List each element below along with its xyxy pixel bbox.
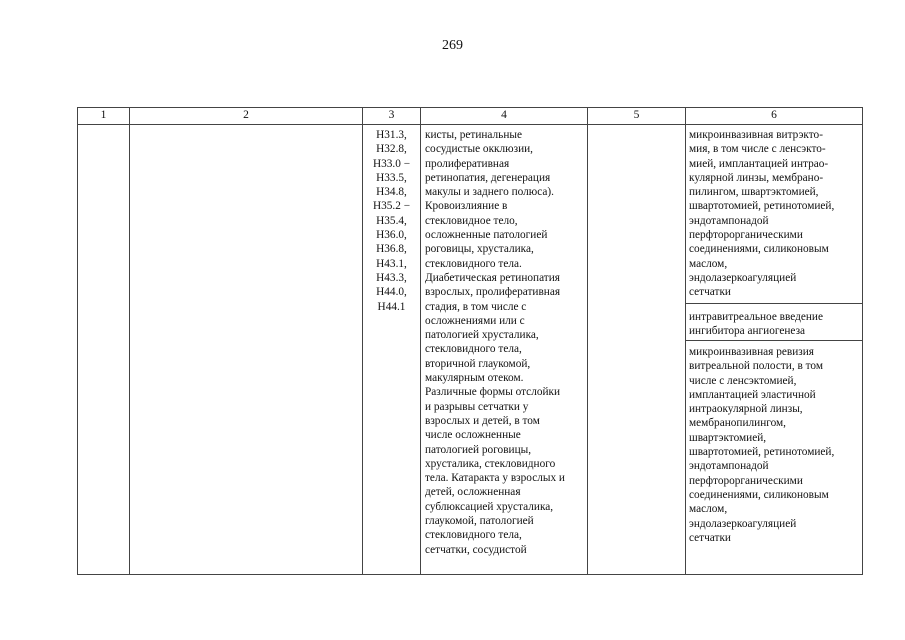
header-col-5: 5 (633, 109, 640, 121)
treatment-revision-cell: микроинвазивная ревизия витреальной полости, в том числе с ленсэктомией, имплантацией эластичной интраокулярной линзы, мембранопилингом, швартэктомией, швартотомией, ретинотомией, эндотампонадой перфторорганическими соединениями, силиконовым маслом, эндолазеркоагуляцией сетчатки (689, 346, 835, 544)
medical-procedures-table (77, 107, 863, 575)
header-col-2: 2 (243, 109, 249, 121)
header-col-6: 6 (771, 109, 777, 121)
diagnosis-codes-cell: H31.3, H32.8, H33.0 − H33.5, H34.8, H35.2 − H35.4, H36.0, H36.8, H43.1, H43.3, H44.0, H44.1 (372, 129, 411, 313)
cell-col-2 (130, 127, 362, 567)
header-col-4: 4 (501, 109, 507, 121)
treatment-vitrectomy-cell: микроинвазивная витрэкто- мия, в том числе с ленсэкто- мией, имплантацией интрао- кулярной линзы, мембрано- пилингом, швартэктомией, швартотомией, ретинотомией, эндотампонадой перфторорганическими соединениями, силиконовым маслом, эндолазеркоагуляцией сетчатки (689, 129, 835, 299)
page-number: 269 (442, 38, 463, 53)
header-col-1: 1 (100, 109, 107, 121)
cell-col-5 (588, 127, 685, 567)
cell-col-1 (78, 127, 129, 567)
diagnosis-description-cell: кисты, ретинальные сосудистые окклюзии, пролиферативная ретинопатия, дегенерация макулы и заднего полюса). Кровоизлияние в стекловидное тело, осложненные патологией роговицы, хрусталика, стекловидного тела. Диабетическая ретинопатия взрослых, пролиферативная стадия, в том числе с осложнениями или с патологией хрусталика, стекловидного тела, вторичной глаукомой, макулярным отеком. Различные формы отслойки и разрывы сетчатки у взрослых и детей, в том числе осложненные патологией роговицы, хрусталика, стекловидного тела. Катаракта у взрослых и детей, осложненная сублюксацией хрусталика, глаукомой, патологией стекловидного тела, сетчатки, сосудистой (425, 129, 565, 556)
header-col-3: 3 (388, 109, 395, 121)
treatment-angiogenesis-inhibitor-cell: интравитреальное введение ингибитора ангиогенеза (689, 311, 823, 338)
